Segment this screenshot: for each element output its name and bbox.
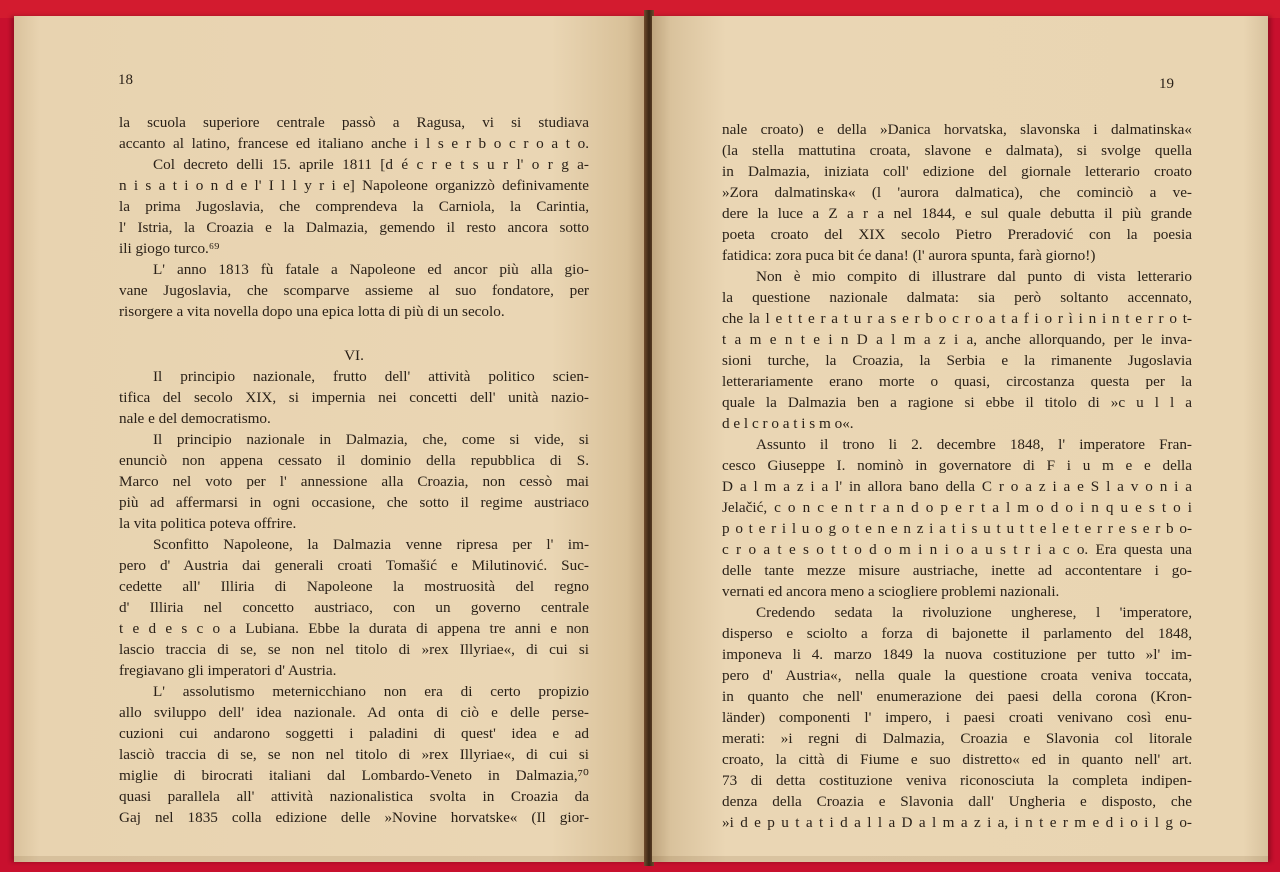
text-line: Col decreto delli 15. aprile 1811 [d é c r e t s u r l' o r g a- [153, 156, 589, 173]
text-line: fregiavano gli imperatori d' Austria. [119, 662, 337, 679]
text-line: imponeva li 4. marzo 1849 la nuova costituzione per tutto »l' im- [722, 646, 1192, 663]
text-line: Assunto il trono li 2. decembre 1848, l' imperatore Fran- [756, 436, 1192, 453]
text-line: miglie di birocrati italiani dal Lombardo-Veneto in Dalmazia,⁷⁰ [119, 767, 589, 784]
text-line: 73 di detta costituzione veniva riconosciuta la completa indipen- [722, 772, 1192, 789]
text-line: länder) componenti l' impero, i paesi croati venivano così enu- [722, 709, 1192, 726]
text-line: risorgere a vita novella dopo una epica lotta di più di un secolo. [119, 303, 505, 320]
text-line: accanto al latino, francese ed italiano anche i l s e r b o c r o a t o. [119, 135, 589, 152]
text-line: che la l e t t e r a t u r a s e r b o c r o a t a f i o r ì i n i n t e r r o t- [722, 310, 1192, 327]
page-number-right: 19 [1159, 76, 1174, 92]
text-line: nale e del democratismo. [119, 410, 271, 427]
text-line: più ad affermarsi in ogni occasione, che sotto il regime austriaco [119, 494, 589, 511]
text-line: Gaj nel 1835 colla edizione delle »Novine horvatske« (Il gior- [119, 809, 589, 826]
text-line: Il principio nazionale, frutto dell' attività politico scien- [153, 368, 589, 385]
left-page [14, 16, 646, 862]
text-line: Jelačić, c o n c e n t r a n d o p e r t a l m o d o i n q u e s t o i [722, 499, 1192, 516]
text-line: cesco Giuseppe I. nominò in governatore di F i u m e e della [722, 457, 1192, 474]
text-line: c r o a t e s o t t o d o m i n i o a u s t r i a c o. Era questa una [722, 541, 1192, 558]
text-line: d e l c r o a t i s m o«. [722, 415, 854, 432]
text-line: vernati ed ancora meno a sciogliere problemi nazionali. [722, 583, 1060, 600]
text-line: D a l m a z i a l' in allora bano della C r o a z i a e S l a v o n i a [722, 478, 1192, 495]
text-line: d' Illiria nel concetto austriaco, con un governo centrale [119, 599, 589, 616]
text-line: pero d' Austria dai generali croati Tomašić e Milutinović. Suc- [119, 557, 589, 574]
text-line: n i s a t i o n d e l' I l l y r i e] Napoleone organizzò definivamente [119, 177, 589, 194]
text-line: lasciò traccia di se, se non nel titolo di »rex Illyriae«, di cui si [119, 746, 589, 763]
text-line: cedette all' Illiria di Napoleone la mostruosità del regno [119, 578, 589, 595]
text-line: t a m e n t e i n D a l m a z i a, anche allorquando, per le inva- [722, 331, 1192, 348]
text-line: allo sviluppo dell' idea nazionale. Ad onta di ciò e delle perse- [119, 704, 589, 721]
text-line: sioni turche, la Croazia, la Serbia e la rimanente Jugoslavia [722, 352, 1192, 369]
text-line: disperso e sciolto a forza di bajonette il parlamento del 1848, [722, 625, 1192, 642]
text-line: la vita politica poteva offrire. [119, 515, 297, 532]
text-line: in Dalmazia, iniziata coll' edizione del giornale letterario croato [722, 163, 1192, 180]
text-line: L' anno 1813 fù fatale a Napoleone ed ancor più alla gio- [153, 261, 589, 278]
page-edge [14, 856, 646, 862]
text-line: (la stella mattutina croata, slavone e dalmata), si svolge quella [722, 142, 1192, 159]
text-line: Il principio nazionale in Dalmazia, che, come si vide, si [153, 431, 589, 448]
text-line: Marco nel voto per l' annessione alla Croazia, non cessò mai [119, 473, 589, 490]
right-page [652, 16, 1268, 862]
text-line: p o t e r i l u o g o t e n e n z i a t i s u t u t t e l e t e r r e s e r b o- [722, 520, 1192, 537]
left-page-text [119, 112, 589, 828]
text-line: la questione nazionale dalmata: sia però soltanto accennato, [722, 289, 1192, 306]
right-page-text [722, 119, 1192, 833]
text-line: fatidica: zora puca bit će dana! (l' aurora spunta, farà giorno!) [722, 247, 1096, 264]
text-line: la scuola superiore centrale passò a Ragusa, vi si studiava [119, 114, 589, 131]
text-line: quasi parallela all' attività nazionalistica svolta in Croazia da [119, 788, 589, 805]
text-line: »i d e p u t a t i d a l l a D a l m a z i a, i n t e r m e d i o i l g o- [722, 814, 1192, 831]
text-line: la prima Jugoslavia, che comprendeva la Carniola, la Carintia, [119, 198, 589, 215]
text-line: cuzioni cui andarono soggetti i paladini di quest' idea e ad [119, 725, 589, 742]
text-line: delle tante mezze misure austriache, inette ad accontentare i go- [722, 562, 1192, 579]
text-line: denza della Croazia e Slavonia dall' Ungheria e disposto, che [722, 793, 1192, 810]
text-line: »Zora dalmatinska« (l 'aurora dalmatica), che cominciò a ve- [722, 184, 1192, 201]
paragraph-gap [119, 322, 589, 343]
text-line: croato, la città di Fiume e suo distretto« ed in quanto nell' art. [722, 751, 1192, 768]
text-line: enunciò non appena cessato il dominio della repubblica di S. [119, 452, 589, 469]
page-number-left: 18 [118, 72, 133, 88]
text-line: Credendo sedata la rivoluzione ungherese, l 'imperatore, [756, 604, 1192, 621]
text-line: poeta croato del XIX secolo Pietro Preradović con la poesia [722, 226, 1192, 243]
text-line: tifica del secolo XIX, si impernia nei concetti dell' unità nazio- [119, 389, 589, 406]
text-line: merati: »i regni di Dalmazia, Croazia e Slavonia col litorale [722, 730, 1192, 747]
text-line: t e d e s c o a Lubiana. Ebbe la durata di appena tre anni e non [119, 620, 589, 637]
text-line: lascio traccia di se, se non nel titolo di »rex Illyriae«, di cui si [119, 641, 589, 658]
text-line: l' Istria, la Croazia e la Dalmazia, gemendo il resto ancora sotto [119, 219, 589, 236]
text-line: dere la luce a Z a r a nel 1844, e sul quale debutta il più grande [722, 205, 1192, 222]
text-line: L' assolutismo meternicchiano non era di certo propizio [153, 683, 589, 700]
text-line: quale la Dalmazia ben a ragione si ebbe il titolo di »c u l l a [722, 394, 1192, 411]
text-line: in quanto che nell' enumerazione dei paesi della corona (Kron- [722, 688, 1192, 705]
text-line: Non è mio compito di illustrare dal punto di vista letterario [756, 268, 1192, 285]
text-line: nale croato) e della »Danica horvatska, slavonska i dalmatinska« [722, 121, 1192, 138]
section-heading: VI. [344, 347, 364, 364]
page-edge [652, 856, 1268, 862]
text-line: ili giogo turco.⁶⁹ [119, 240, 220, 257]
text-line: vane Jugoslavia, che scomparve assieme al suo fondatore, per [119, 282, 589, 299]
text-line: letterariamente erano morte o quasi, circostanza questa per la [722, 373, 1192, 390]
text-line: Sconfitto Napoleone, la Dalmazia venne ripresa per l' im- [153, 536, 589, 553]
text-line: pero d' Austria«, nella quale la questione croata veniva toccata, [722, 667, 1192, 684]
